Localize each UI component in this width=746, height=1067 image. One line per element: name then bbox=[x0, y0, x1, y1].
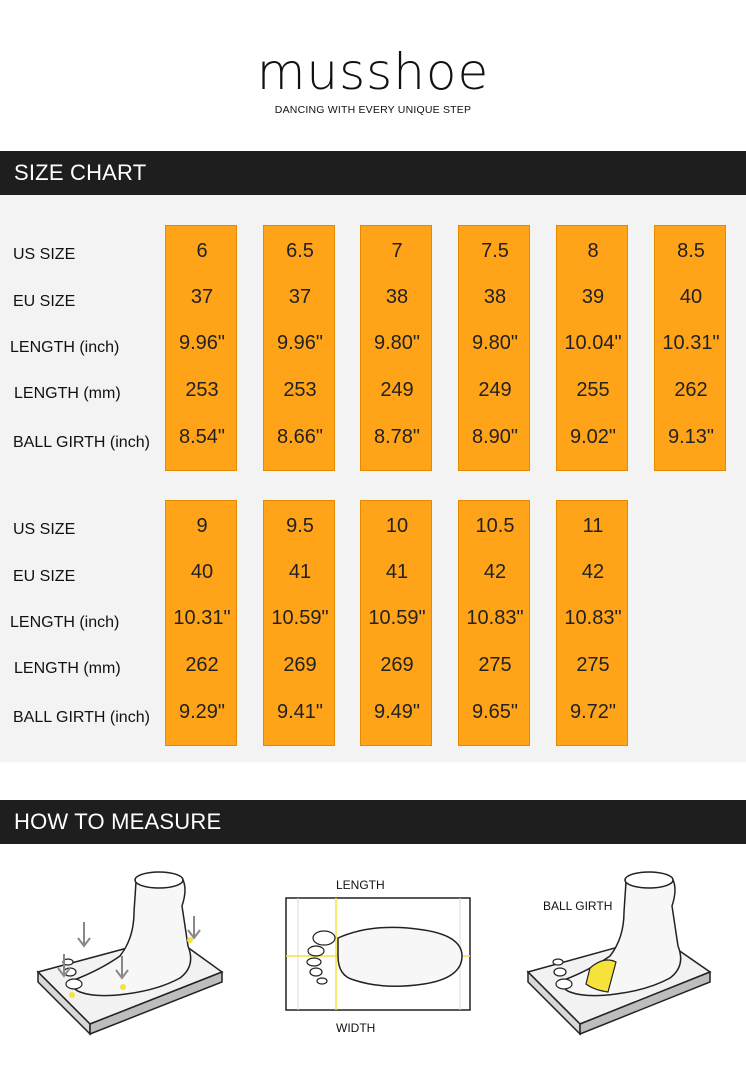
cell-length-mm: 249 bbox=[380, 379, 414, 401]
size-column bbox=[263, 225, 335, 471]
cell-length-inch: 10.31" bbox=[173, 607, 231, 629]
cell-length-mm: 262 bbox=[185, 654, 219, 676]
cell-us-size: 7.5 bbox=[481, 240, 509, 262]
row-label-eu-size: EU SIZE bbox=[13, 568, 76, 585]
foot-top-outline-icon bbox=[284, 896, 474, 1014]
brand-tagline: DANCING WITH EVERY UNIQUE STEP bbox=[274, 104, 472, 116]
cell-ball-girth: 9.02" bbox=[569, 426, 617, 448]
size-column bbox=[263, 500, 335, 746]
cell-ball-girth: 9.65" bbox=[471, 701, 519, 723]
ball-girth-caption: BALL GIRTH bbox=[543, 899, 613, 913]
cell-ball-girth: 9.13" bbox=[667, 426, 715, 448]
cell-length-inch: 10.59" bbox=[368, 607, 426, 629]
cell-eu-size: 42 bbox=[483, 561, 507, 583]
cell-us-size: 6.5 bbox=[286, 240, 314, 262]
cell-ball-girth: 9.49" bbox=[373, 701, 421, 723]
cell-eu-size: 39 bbox=[581, 286, 605, 308]
cell-eu-size: 37 bbox=[288, 286, 312, 308]
row-label-us-size: US SIZE bbox=[13, 246, 76, 263]
size-column bbox=[360, 225, 432, 471]
cell-length-mm: 253 bbox=[185, 379, 219, 401]
row-label-length-mm: LENGTH (mm) bbox=[14, 385, 121, 402]
cell-length-inch: 10.31" bbox=[662, 332, 720, 354]
cell-ball-girth: 9.41" bbox=[276, 701, 324, 723]
cell-eu-size: 38 bbox=[483, 286, 507, 308]
cell-us-size: 8.5 bbox=[677, 240, 705, 262]
cell-ball-girth: 8.78" bbox=[373, 426, 421, 448]
row-label-length-inch: LENGTH (inch) bbox=[10, 614, 120, 631]
cell-eu-size: 42 bbox=[581, 561, 605, 583]
size-column bbox=[360, 500, 432, 746]
size-column bbox=[458, 225, 530, 471]
cell-length-mm: 269 bbox=[380, 654, 414, 676]
cell-us-size: 8 bbox=[587, 240, 599, 262]
cell-length-mm: 275 bbox=[478, 654, 512, 676]
size-column bbox=[165, 225, 237, 471]
cell-length-mm: 253 bbox=[283, 379, 317, 401]
cell-us-size: 10 bbox=[385, 515, 409, 537]
cell-ball-girth: 9.29" bbox=[178, 701, 226, 723]
cell-length-mm: 269 bbox=[283, 654, 317, 676]
size-column bbox=[458, 500, 530, 746]
cell-length-inch: 9.96" bbox=[178, 332, 226, 354]
row-label-length-inch: LENGTH (inch) bbox=[10, 339, 120, 356]
cell-eu-size: 38 bbox=[385, 286, 409, 308]
length-caption: LENGTH bbox=[336, 878, 385, 892]
cell-ball-girth: 8.54" bbox=[178, 426, 226, 448]
cell-ball-girth: 9.72" bbox=[569, 701, 617, 723]
cell-eu-size: 37 bbox=[190, 286, 214, 308]
cell-us-size: 6 bbox=[196, 240, 208, 262]
size-chart-panel bbox=[0, 195, 746, 762]
foot-side-icon bbox=[30, 864, 245, 1044]
row-label-eu-size: EU SIZE bbox=[13, 293, 76, 310]
cell-length-inch: 10.59" bbox=[271, 607, 329, 629]
size-column bbox=[556, 225, 628, 471]
cell-eu-size: 40 bbox=[679, 286, 703, 308]
cell-us-size: 10.5 bbox=[475, 515, 515, 537]
cell-length-mm: 275 bbox=[576, 654, 610, 676]
row-label-length-mm: LENGTH (mm) bbox=[14, 660, 121, 677]
cell-us-size: 11 bbox=[582, 515, 604, 537]
foot-ball-girth-icon bbox=[520, 864, 730, 1044]
cell-eu-size: 41 bbox=[385, 561, 409, 583]
cell-length-mm: 249 bbox=[478, 379, 512, 401]
cell-length-inch: 9.80" bbox=[471, 332, 519, 354]
cell-eu-size: 40 bbox=[190, 561, 214, 583]
cell-ball-girth: 8.90" bbox=[471, 426, 519, 448]
size-column bbox=[165, 500, 237, 746]
cell-eu-size: 41 bbox=[288, 561, 312, 583]
cell-length-inch: 10.83" bbox=[466, 607, 524, 629]
cell-length-inch: 10.04" bbox=[564, 332, 622, 354]
width-caption: WIDTH bbox=[336, 1021, 376, 1035]
cell-length-inch: 9.80" bbox=[373, 332, 421, 354]
how-to-measure-panel bbox=[0, 844, 746, 1067]
size-column bbox=[556, 500, 628, 746]
row-label-ball-girth: BALL GIRTH (inch) bbox=[13, 709, 150, 726]
cell-length-inch: 10.83" bbox=[564, 607, 622, 629]
cell-length-inch: 9.96" bbox=[276, 332, 324, 354]
row-label-us-size: US SIZE bbox=[13, 521, 76, 538]
cell-length-mm: 262 bbox=[674, 379, 708, 401]
brand-logo: musshoe bbox=[256, 43, 490, 101]
cell-us-size: 9.5 bbox=[286, 515, 314, 537]
how-to-measure-header: HOW TO MEASURE bbox=[0, 800, 746, 844]
cell-length-mm: 255 bbox=[576, 379, 610, 401]
cell-us-size: 9 bbox=[196, 515, 208, 537]
row-label-ball-girth: BALL GIRTH (inch) bbox=[13, 434, 150, 451]
size-column bbox=[654, 225, 726, 471]
cell-us-size: 7 bbox=[391, 240, 403, 262]
cell-ball-girth: 8.66" bbox=[276, 426, 324, 448]
size-chart-header: SIZE CHART bbox=[0, 151, 746, 195]
